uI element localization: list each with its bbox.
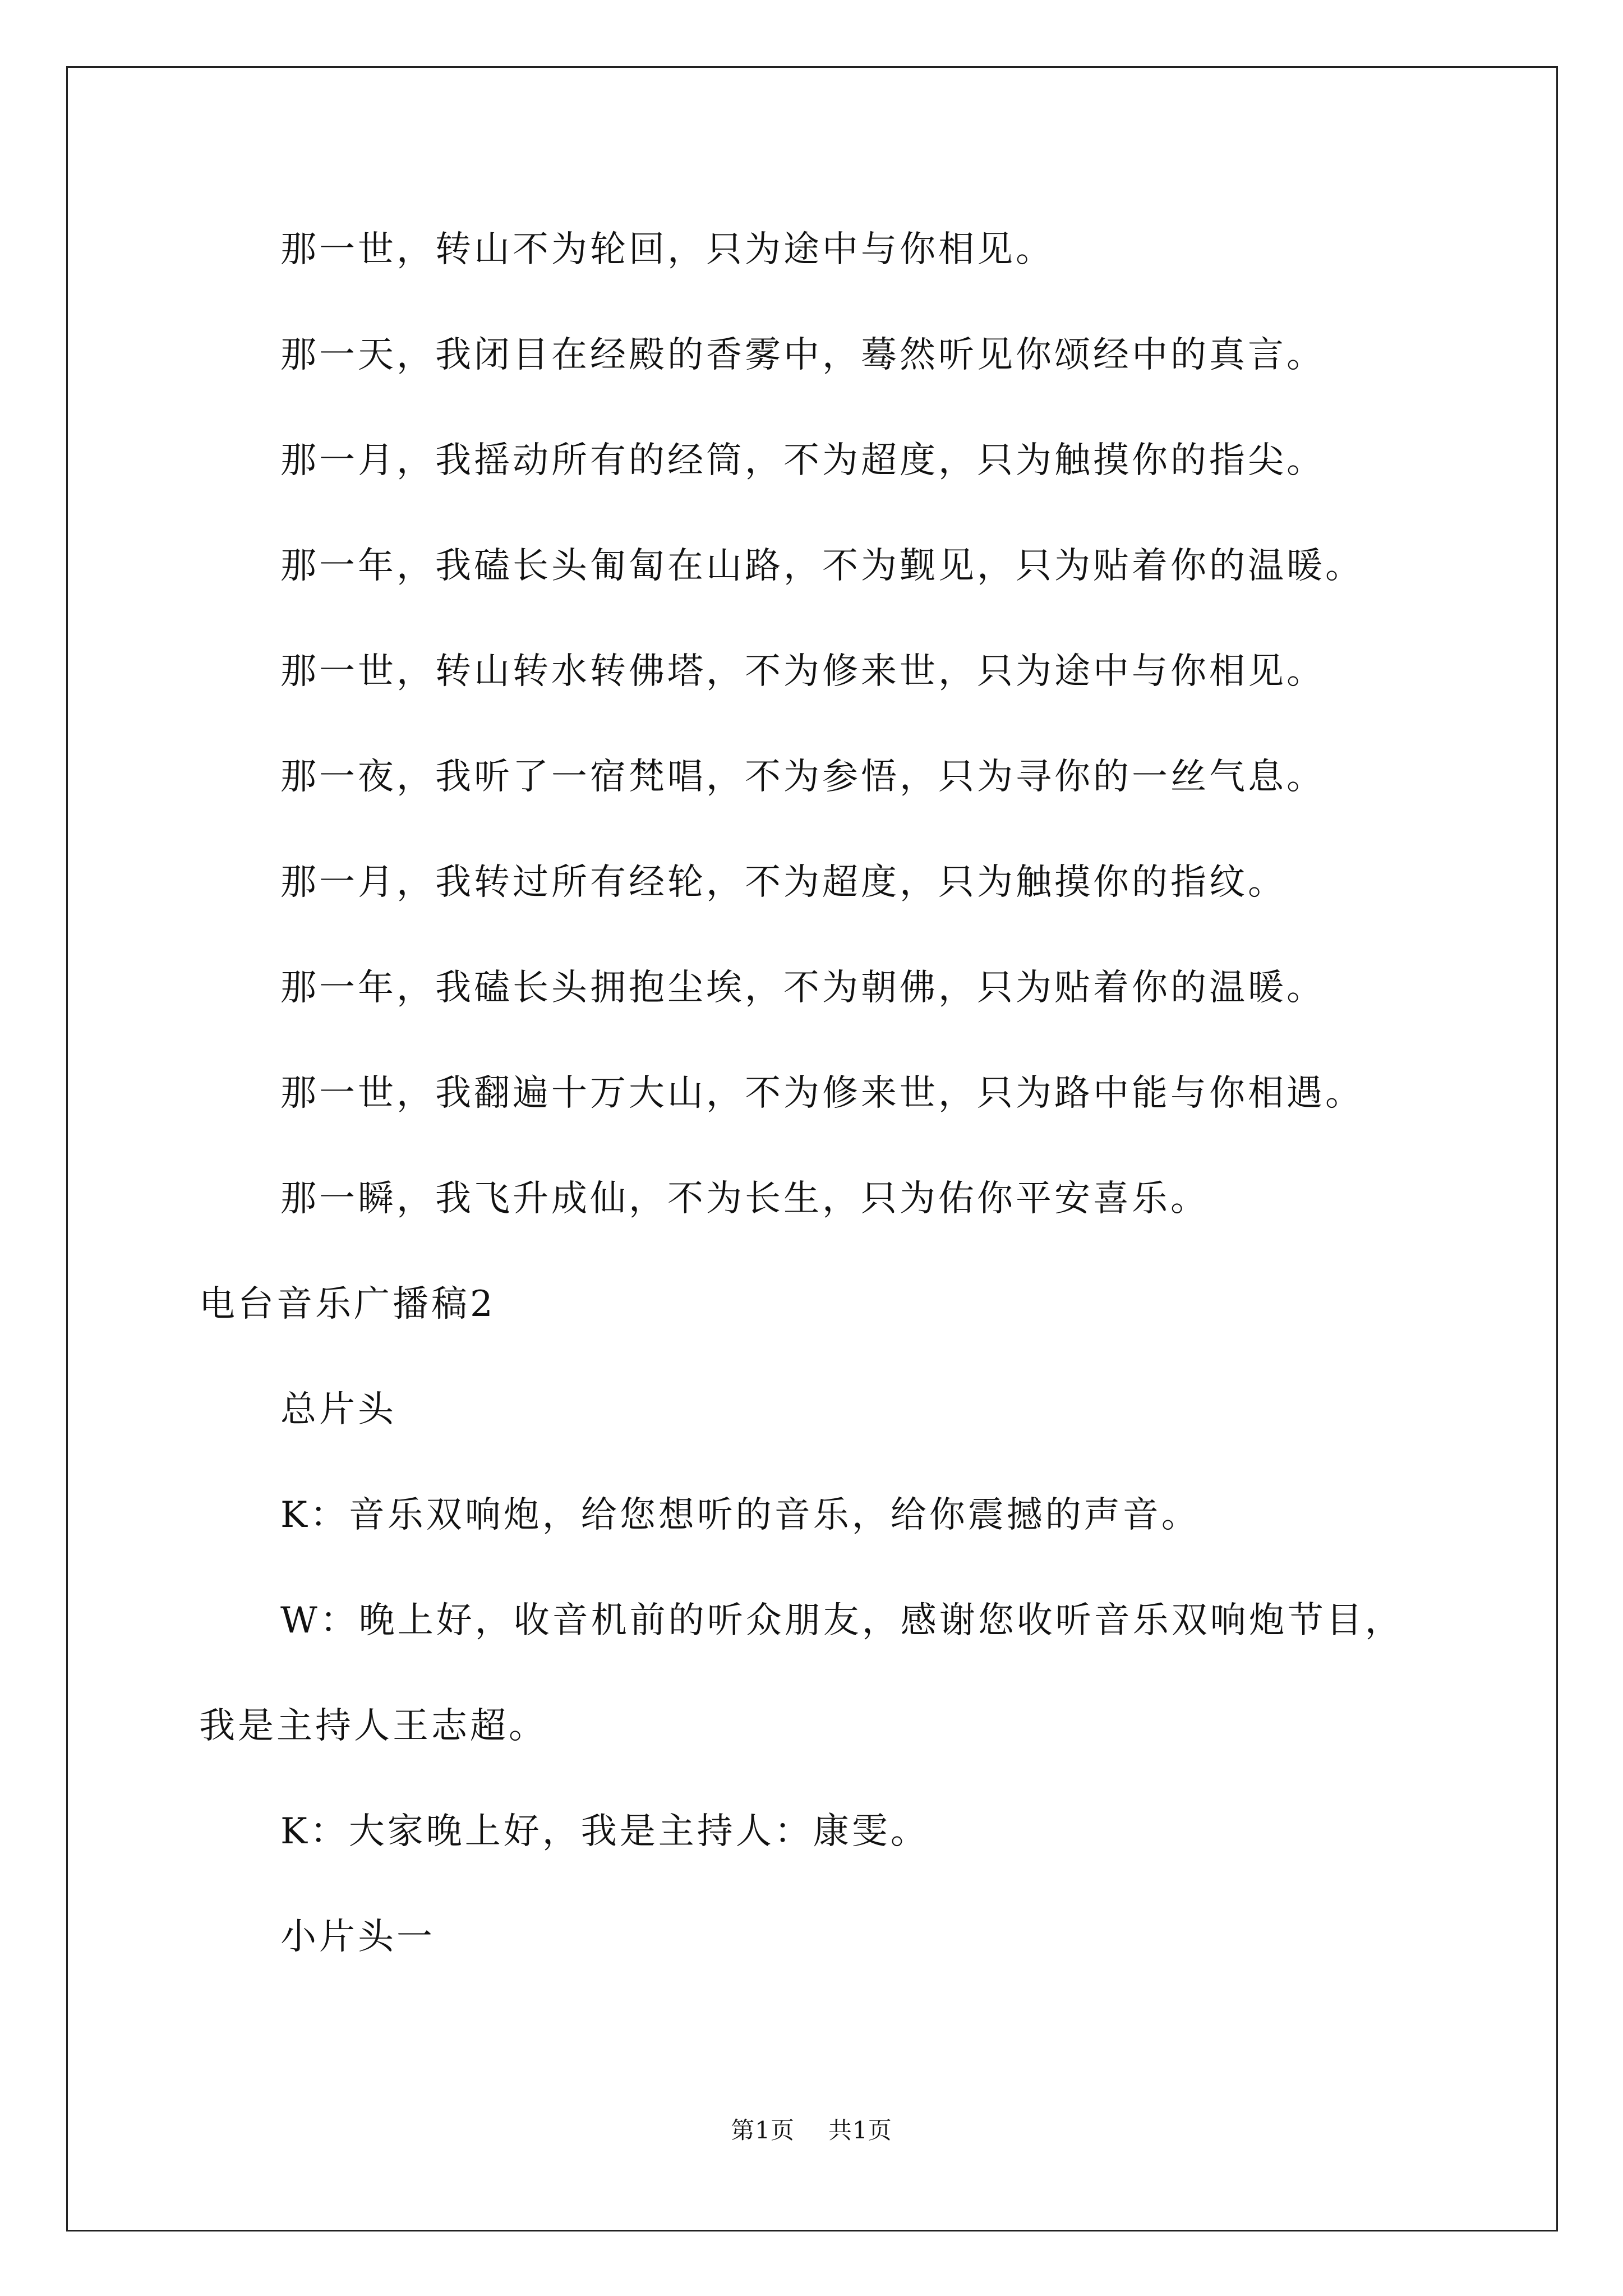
paragraph: K：音乐双响炮，给您想听的音乐，给你震撼的声音。 (280, 1494, 1200, 1536)
paragraph: 总片头 (280, 1389, 396, 1430)
page-frame (66, 66, 1558, 2231)
paragraph: K：大家晚上好，我是主持人：康雯。 (280, 1811, 929, 1852)
paragraph: W：晚上好，收音机前的听众朋友，感谢您收听音乐双响炮节目， (280, 1600, 1404, 1641)
paragraph: 那一月，我转过所有经轮，不为超度，只为触摸你的指纹。 (280, 862, 1287, 903)
paragraph-continuation: 我是主持人王志超。 (199, 1705, 547, 1747)
paragraph: 那一夜，我听了一宿梵唱，不为参悟，只为寻你的一丝气息。 (280, 756, 1325, 798)
paragraph: 那一天，我闭目在经殿的香雾中，蓦然听见你颂经中的真言。 (280, 334, 1325, 376)
section-title: 电台音乐广播稿2 (199, 1283, 496, 1325)
paragraph: 那一月，我摇动所有的经筒，不为超度，只为触摸你的指尖。 (280, 440, 1325, 481)
page-number: 第1页 (731, 2116, 795, 2144)
paragraph: 那一瞬，我飞升成仙，不为长生，只为佑你平安喜乐。 (280, 1178, 1209, 1220)
paragraph: 那一年，我磕长头匍匐在山路，不为觐见，只为贴着你的温暖。 (280, 545, 1364, 587)
page-footer (0, 2115, 1623, 2146)
paragraph: 那一世，转山不为轮回，只为途中与你相见。 (280, 229, 1054, 270)
page-total: 共1页 (828, 2116, 892, 2144)
paragraph: 那一年，我磕长头拥抱尘埃，不为朝佛，只为贴着你的温暖。 (280, 967, 1325, 1009)
paragraph: 那一世，转山转水转佛塔，不为修来世，只为途中与你相见。 (280, 651, 1325, 692)
paragraph: 小片头一 (280, 1916, 435, 1958)
paragraph: 那一世，我翻遍十万大山，不为修来世，只为路中能与你相遇。 (280, 1073, 1364, 1114)
